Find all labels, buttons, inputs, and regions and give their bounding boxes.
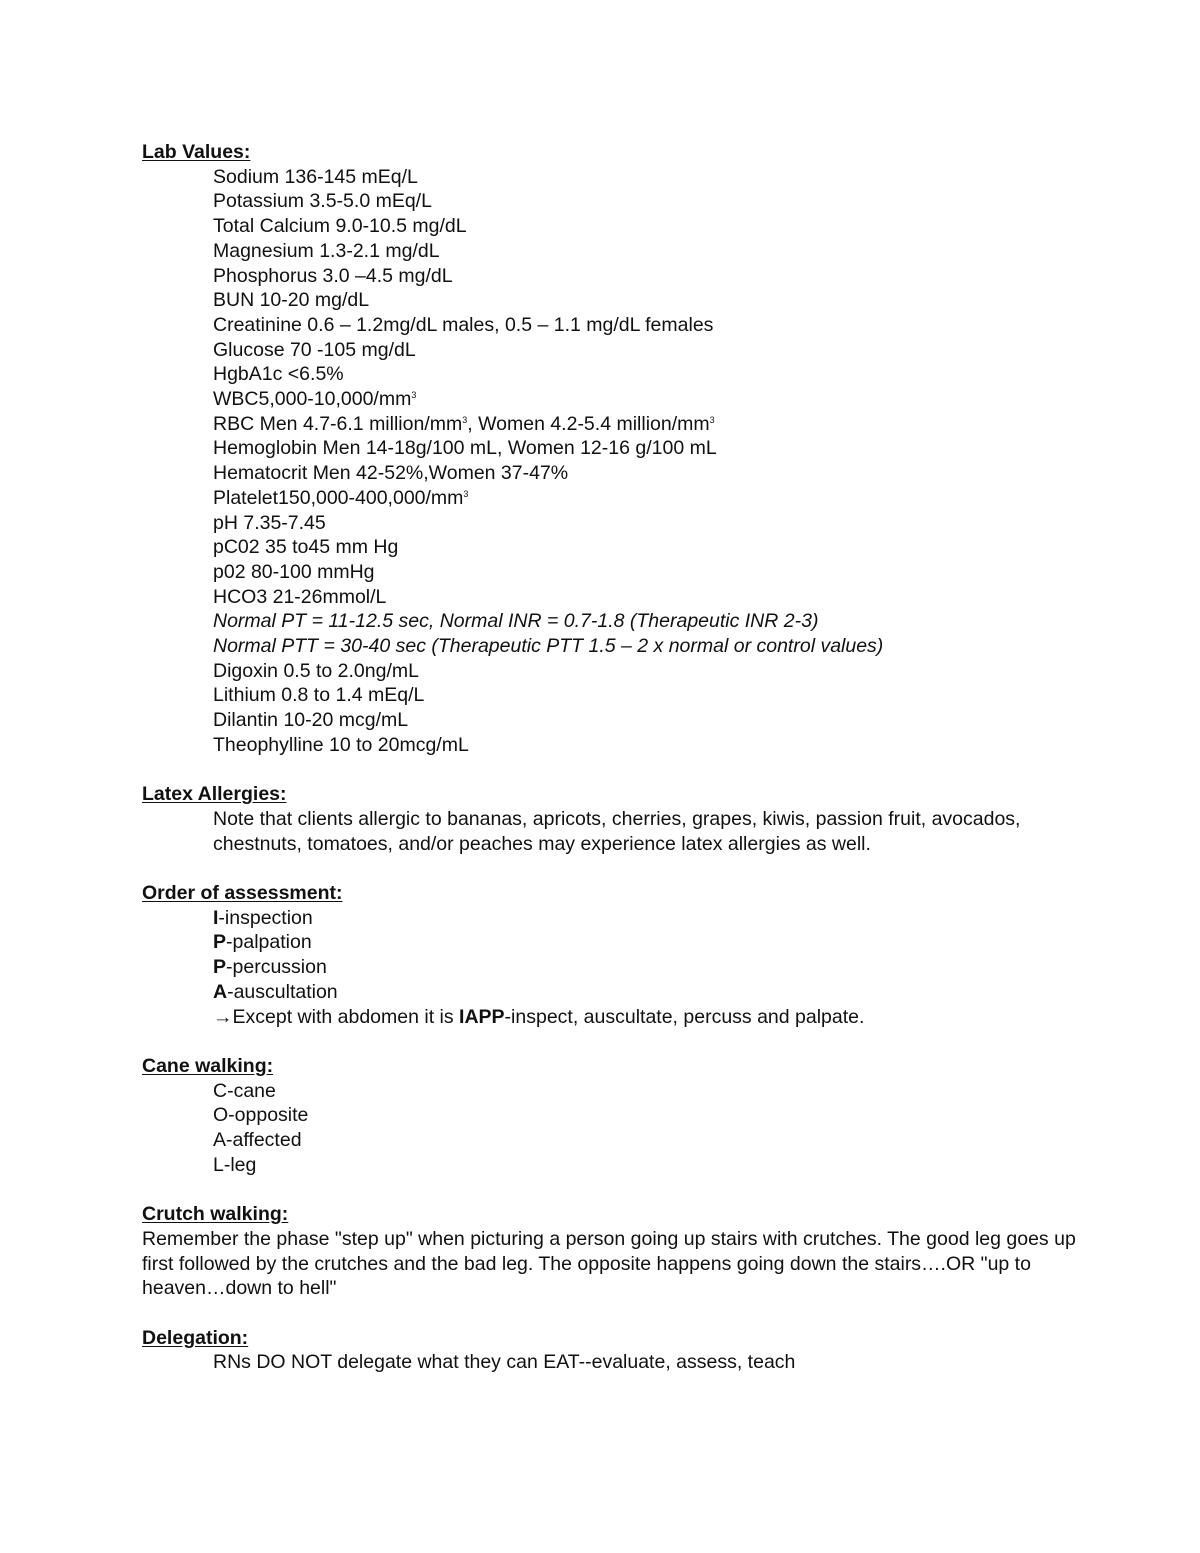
cane-section bbox=[142, 1054, 1082, 1178]
cane-word: -leg bbox=[223, 1153, 257, 1176]
lab-value: Lithium 0.8 to 1.4 mEq/L bbox=[213, 684, 425, 707]
delegation-text: RNs DO NOT delegate what they can EAT--evaluate, assess, teach bbox=[213, 1351, 796, 1374]
lab-value: Hemoglobin Men 14-18g/100 mL, Women 12-16 g/100 mL bbox=[213, 437, 717, 460]
lab-value: Creatinine 0.6 – 1.2mg/dL males, 0.5 – 1.1 mg/dL females bbox=[213, 313, 714, 336]
lab-value: Total Calcium 9.0-10.5 mg/dL bbox=[213, 215, 467, 238]
assessment-letter: P bbox=[213, 956, 227, 979]
lab-value: HCO3 21-26mmol/L bbox=[213, 585, 387, 608]
rbc-superscript: 3 bbox=[709, 414, 715, 425]
delegation-section bbox=[142, 1326, 1082, 1375]
cane-item bbox=[213, 1079, 1082, 1104]
exception-prefix: →Except with abdomen it is bbox=[213, 1005, 460, 1028]
lab-value: Potassium 3.5-5.0 mEq/L bbox=[213, 190, 432, 213]
lab-value: pC02 35 to45 mm Hg bbox=[213, 536, 399, 559]
cane-item bbox=[213, 1153, 1082, 1178]
delegation-body bbox=[142, 1350, 1082, 1375]
lab-value-italic: Normal PT = 11-12.5 sec, Normal INR = 0.7-1.8 (Therapeutic INR 2-3) bbox=[213, 610, 819, 633]
lab-value-wbc bbox=[213, 387, 1082, 412]
assessment-letter: I bbox=[213, 906, 219, 929]
lab-value: Phosphorus 3.0 –4.5 mg/dL bbox=[213, 264, 453, 287]
lab-value: BUN 10-20 mg/dL bbox=[213, 289, 370, 312]
delegation-heading: Delegation: bbox=[142, 1326, 249, 1349]
lab-values-list bbox=[142, 165, 1082, 758]
cane-heading: Cane walking: bbox=[142, 1054, 274, 1077]
cane-letter: L bbox=[213, 1153, 224, 1176]
lab-value: Sodium 136-145 mEq/L bbox=[213, 165, 418, 188]
assessment-list bbox=[142, 906, 1082, 1030]
lab-value: HgbA1c <6.5% bbox=[213, 363, 344, 386]
cane-list bbox=[142, 1079, 1082, 1178]
exception-suffix: -inspect, auscultate, percuss and palpate. bbox=[504, 1005, 865, 1028]
assessment-word: -palpation bbox=[226, 931, 312, 954]
assessment-letter: A bbox=[213, 980, 228, 1003]
assessment-item bbox=[213, 980, 1082, 1005]
latex-section bbox=[142, 782, 1082, 856]
cane-letter: C bbox=[213, 1079, 228, 1102]
assessment-item bbox=[213, 955, 1082, 980]
assessment-section bbox=[142, 881, 1082, 1029]
platelet-text: Platelet150,000-400,000/mm bbox=[213, 486, 464, 509]
lab-value-rbc bbox=[213, 412, 1082, 437]
assessment-item bbox=[213, 930, 1082, 955]
lab-value: p02 80-100 mmHg bbox=[213, 560, 375, 583]
cane-word: -opposite bbox=[228, 1104, 309, 1127]
lab-value: Dilantin 10-20 mcg/mL bbox=[213, 709, 409, 732]
assessment-heading: Order of assessment: bbox=[142, 882, 343, 905]
assessment-word: -inspection bbox=[218, 906, 313, 929]
lab-value-platelet bbox=[213, 486, 1082, 511]
cane-letter: O bbox=[213, 1104, 229, 1127]
latex-text: Note that clients allergic to bananas, apricots, cherries, grapes, kiwis, passion fruit, avocados, chestnuts, tomatoes, and/or peaches may experience latex allergies as well. bbox=[213, 807, 1021, 855]
lab-value: Glucose 70 -105 mg/dL bbox=[213, 338, 416, 361]
lab-value: Hematocrit Men 42-52%,Women 37-47% bbox=[213, 462, 569, 485]
assessment-exception bbox=[213, 1005, 1082, 1030]
lab-values-heading: Lab Values: bbox=[142, 141, 251, 163]
lab-value: Magnesium 1.3-2.1 mg/dL bbox=[213, 239, 440, 262]
cane-item bbox=[213, 1128, 1082, 1153]
assessment-word: -auscultation bbox=[227, 980, 338, 1003]
latex-heading: Latex Allergies: bbox=[142, 783, 287, 806]
cane-word: -cane bbox=[227, 1079, 276, 1102]
iapp-acronym: IAPP bbox=[459, 1005, 505, 1028]
lab-value: Digoxin 0.5 to 2.0ng/mL bbox=[213, 659, 419, 682]
assessment-word: -percussion bbox=[226, 956, 327, 979]
document-page bbox=[142, 140, 1082, 1375]
lab-value: pH 7.35-7.45 bbox=[213, 511, 326, 534]
lab-value: Theophylline 10 to 20mcg/mL bbox=[213, 733, 469, 756]
lab-value-italic: Normal PTT = 30-40 sec (Therapeutic PTT 1.5 – 2 x normal or control values) bbox=[213, 635, 884, 658]
rbc-women-text: , Women 4.2-5.4 million/mm bbox=[467, 412, 710, 435]
crutch-section bbox=[142, 1202, 1082, 1301]
cane-word: -affected bbox=[226, 1129, 302, 1152]
wbc-superscript: 3 bbox=[411, 390, 417, 401]
wbc-text: WBC5,000-10,000/mm bbox=[213, 388, 412, 411]
assessment-item bbox=[213, 906, 1082, 931]
crutch-heading: Crutch walking: bbox=[142, 1203, 289, 1226]
rbc-superscript: 3 bbox=[462, 414, 468, 425]
lab-values-section bbox=[142, 140, 1082, 758]
platelet-superscript: 3 bbox=[463, 488, 469, 499]
rbc-men-text: RBC Men 4.7-6.1 million/mm bbox=[213, 412, 463, 435]
crutch-text: Remember the phase "step up" when picturing a person going up stairs with crutches. The good leg goes up first followed by the crutches and the bad leg. The opposite happens going down the stairs….OR "up to heaven…down to hell" bbox=[142, 1227, 1076, 1300]
latex-body bbox=[142, 807, 1082, 856]
assessment-letter: P bbox=[213, 931, 227, 954]
cane-letter: A bbox=[213, 1129, 227, 1152]
cane-item bbox=[213, 1103, 1082, 1128]
